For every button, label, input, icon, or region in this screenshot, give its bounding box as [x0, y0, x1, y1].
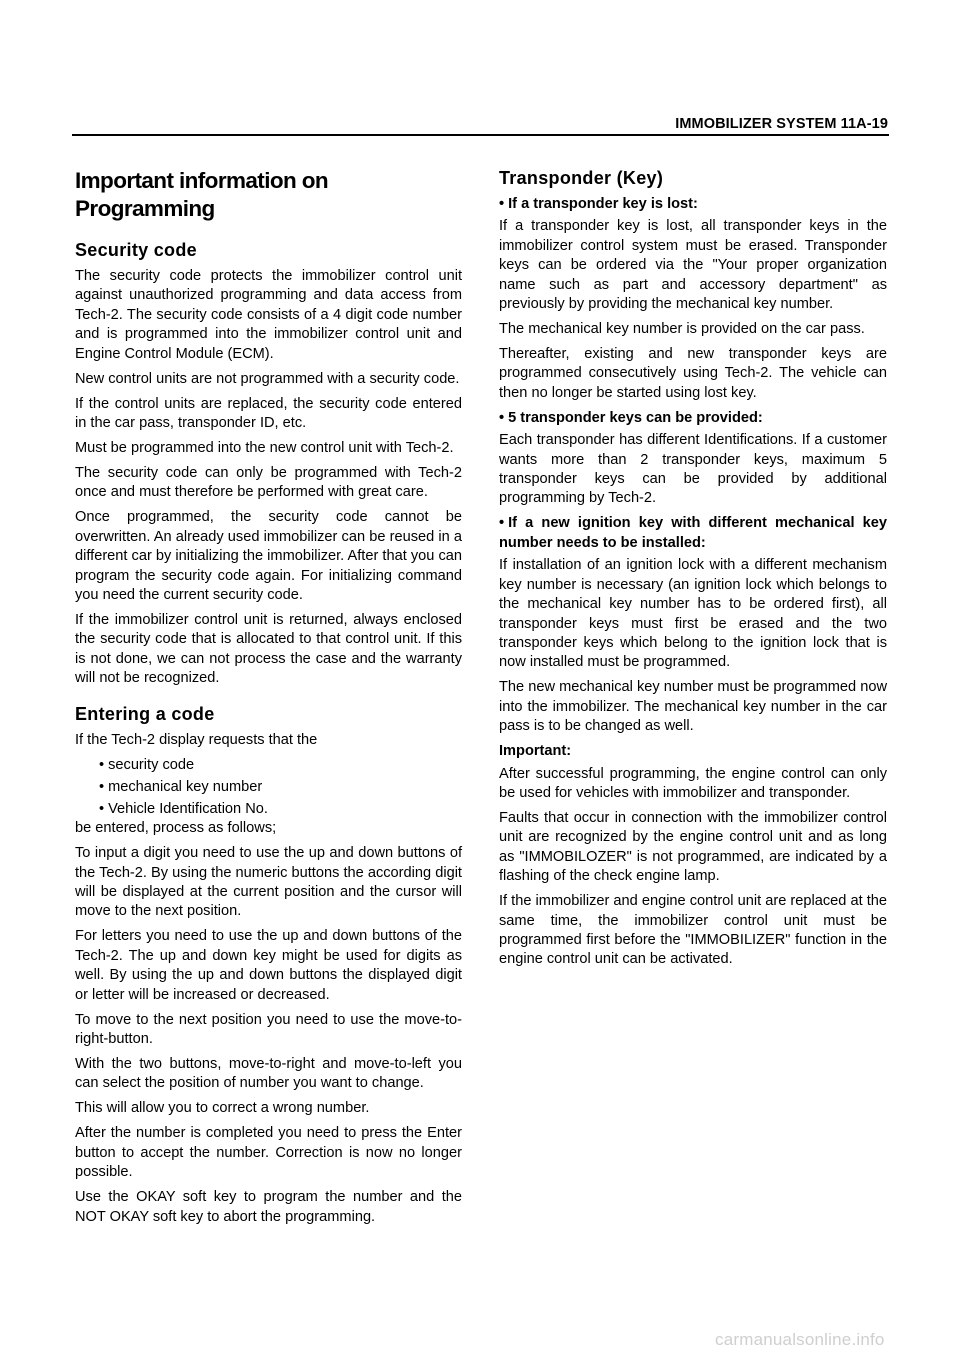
- important-label: Important:: [499, 743, 572, 760]
- bullet-item: • security code: [75, 756, 462, 775]
- paragraph: To move to the next position you need to use the move-to-right-button.: [75, 1011, 462, 1047]
- paragraph: The mechanical key number is provided on the car pass.: [499, 321, 865, 338]
- lost-key-label: • If a transponder key is lost:: [499, 195, 887, 214]
- security-code-heading: Security code: [75, 240, 197, 260]
- paragraph: New control units are not programmed with a security code.: [75, 370, 460, 387]
- paragraph: After successful programming, the engine control can only be used for vehicles with immobilizer and transponder.: [499, 765, 887, 801]
- paragraph: The new mechanical key number must be programmed now into the immobilizer. The mechanical key number in the car pass is to be changed as well.: [499, 679, 887, 735]
- header-rule: [72, 134, 889, 136]
- transponder-heading: Transponder (Key): [499, 168, 664, 188]
- left-column: [75, 167, 462, 1233]
- paragraph: Thereafter, existing and new transponder keys are programmed consecutively using Tech-2. The vehicle can then no longer be started using lost key.: [499, 346, 887, 401]
- page-header: IMMOBILIZER SYSTEM 11A-19: [675, 116, 888, 132]
- paragraph: be entered, process as follows;: [75, 820, 277, 837]
- five-keys-label: • 5 transponder keys can be provided:: [499, 409, 887, 428]
- paragraph: With the two buttons, move-to-right and move-to-left you can select the position of number you want to change.: [75, 1055, 462, 1092]
- paragraph: After the number is completed you need to press the Enter button to accept the number. Correction is now no longer possible.: [75, 1125, 462, 1181]
- paragraph: If the control units are replaced, the security code entered in the car pass, transponder ID, etc.: [75, 395, 462, 432]
- paragraph: Each transponder has different Identifications. If a customer wants more than 2 transponder keys, maximum 5 transponder keys can be provided by additional programming by Tech-2.: [499, 432, 887, 507]
- paragraph: If installation of an ignition lock with a different mechanism key number is necessary (an ignition lock which belongs to the mechanical key number has to be ordered first), all transponder keys must first be erased and the two transponder keys which belong to the ignition lock that is now installed must be programmed.: [499, 557, 887, 671]
- page-title: Important information on Programming: [75, 168, 329, 221]
- paragraph: Faults that occur in connection with the immobilizer control unit are recognized by the engine control unit and as long as "IMMOBILOZER" is not programmed, are indicated by a flashing of the check engine lamp.: [499, 809, 887, 885]
- watermark: carmanualsonline.info: [715, 1330, 885, 1349]
- paragraph: If the immobilizer control unit is returned, always enclosed the security code that is allocated to that control unit. If this is not done, we can not process the case and the warranty will not be recognized.: [75, 612, 462, 687]
- new-key-label: • If a new ignition key with different mechanical key number needs to be installed:: [499, 514, 887, 553]
- entering-code-heading: Entering a code: [75, 703, 215, 724]
- paragraph: For letters you need to use the up and down buttons of the Tech-2. The up and down key might be used for digits as well. By using the up and down buttons the displayed digit or letter will be increased or decreased.: [75, 928, 462, 1003]
- bullet-item: • mechanical key number: [75, 778, 462, 797]
- paragraph: If a transponder key is lost, all transponder keys in the immobilizer control system must be erased. Transponder keys can be ordered via the "Your proper organization name such as part and accessory department" as previously by providing the mechanical key number.: [499, 218, 887, 313]
- paragraph: This will allow you to correct a wrong number.: [75, 1100, 370, 1117]
- bullet-item: • Vehicle Identification No.: [75, 800, 462, 819]
- paragraph: Use the OKAY soft key to program the number and the NOT OKAY soft key to abort the programming.: [75, 1189, 462, 1225]
- paragraph: Once programmed, the security code cannot be overwritten. An already used immobilizer can be reused in a different car by initializing the immobilizer. After that you can program the security code again. For initializing command you need the current security code.: [75, 509, 462, 604]
- paragraph: If the Tech-2 display requests that the: [75, 731, 318, 748]
- paragraph: To input a digit you need to use the up and down buttons of the Tech-2. By using the numeric buttons the according digit will be displayed at the current position and the cursor will move to the next position.: [75, 845, 462, 920]
- paragraph: The security code can only be programmed with Tech-2 once and must therefore be performed with great care.: [75, 465, 462, 501]
- paragraph: The security code protects the immobilizer control unit against unauthorized programming and data access from Tech-2. The security code consists of a 4 digit code number and is programmed into the immobilizer control unit and Engine Control Module (ECM).: [75, 268, 462, 362]
- paragraph: Must be programmed into the new control unit with Tech-2.: [75, 440, 454, 457]
- paragraph: If the immobilizer and engine control unit are replaced at the same time, the immobilizer control unit must be programmed first before the "IMMOBILIZER" function in the engine control unit can be activated.: [499, 893, 887, 968]
- right-column: [499, 167, 887, 975]
